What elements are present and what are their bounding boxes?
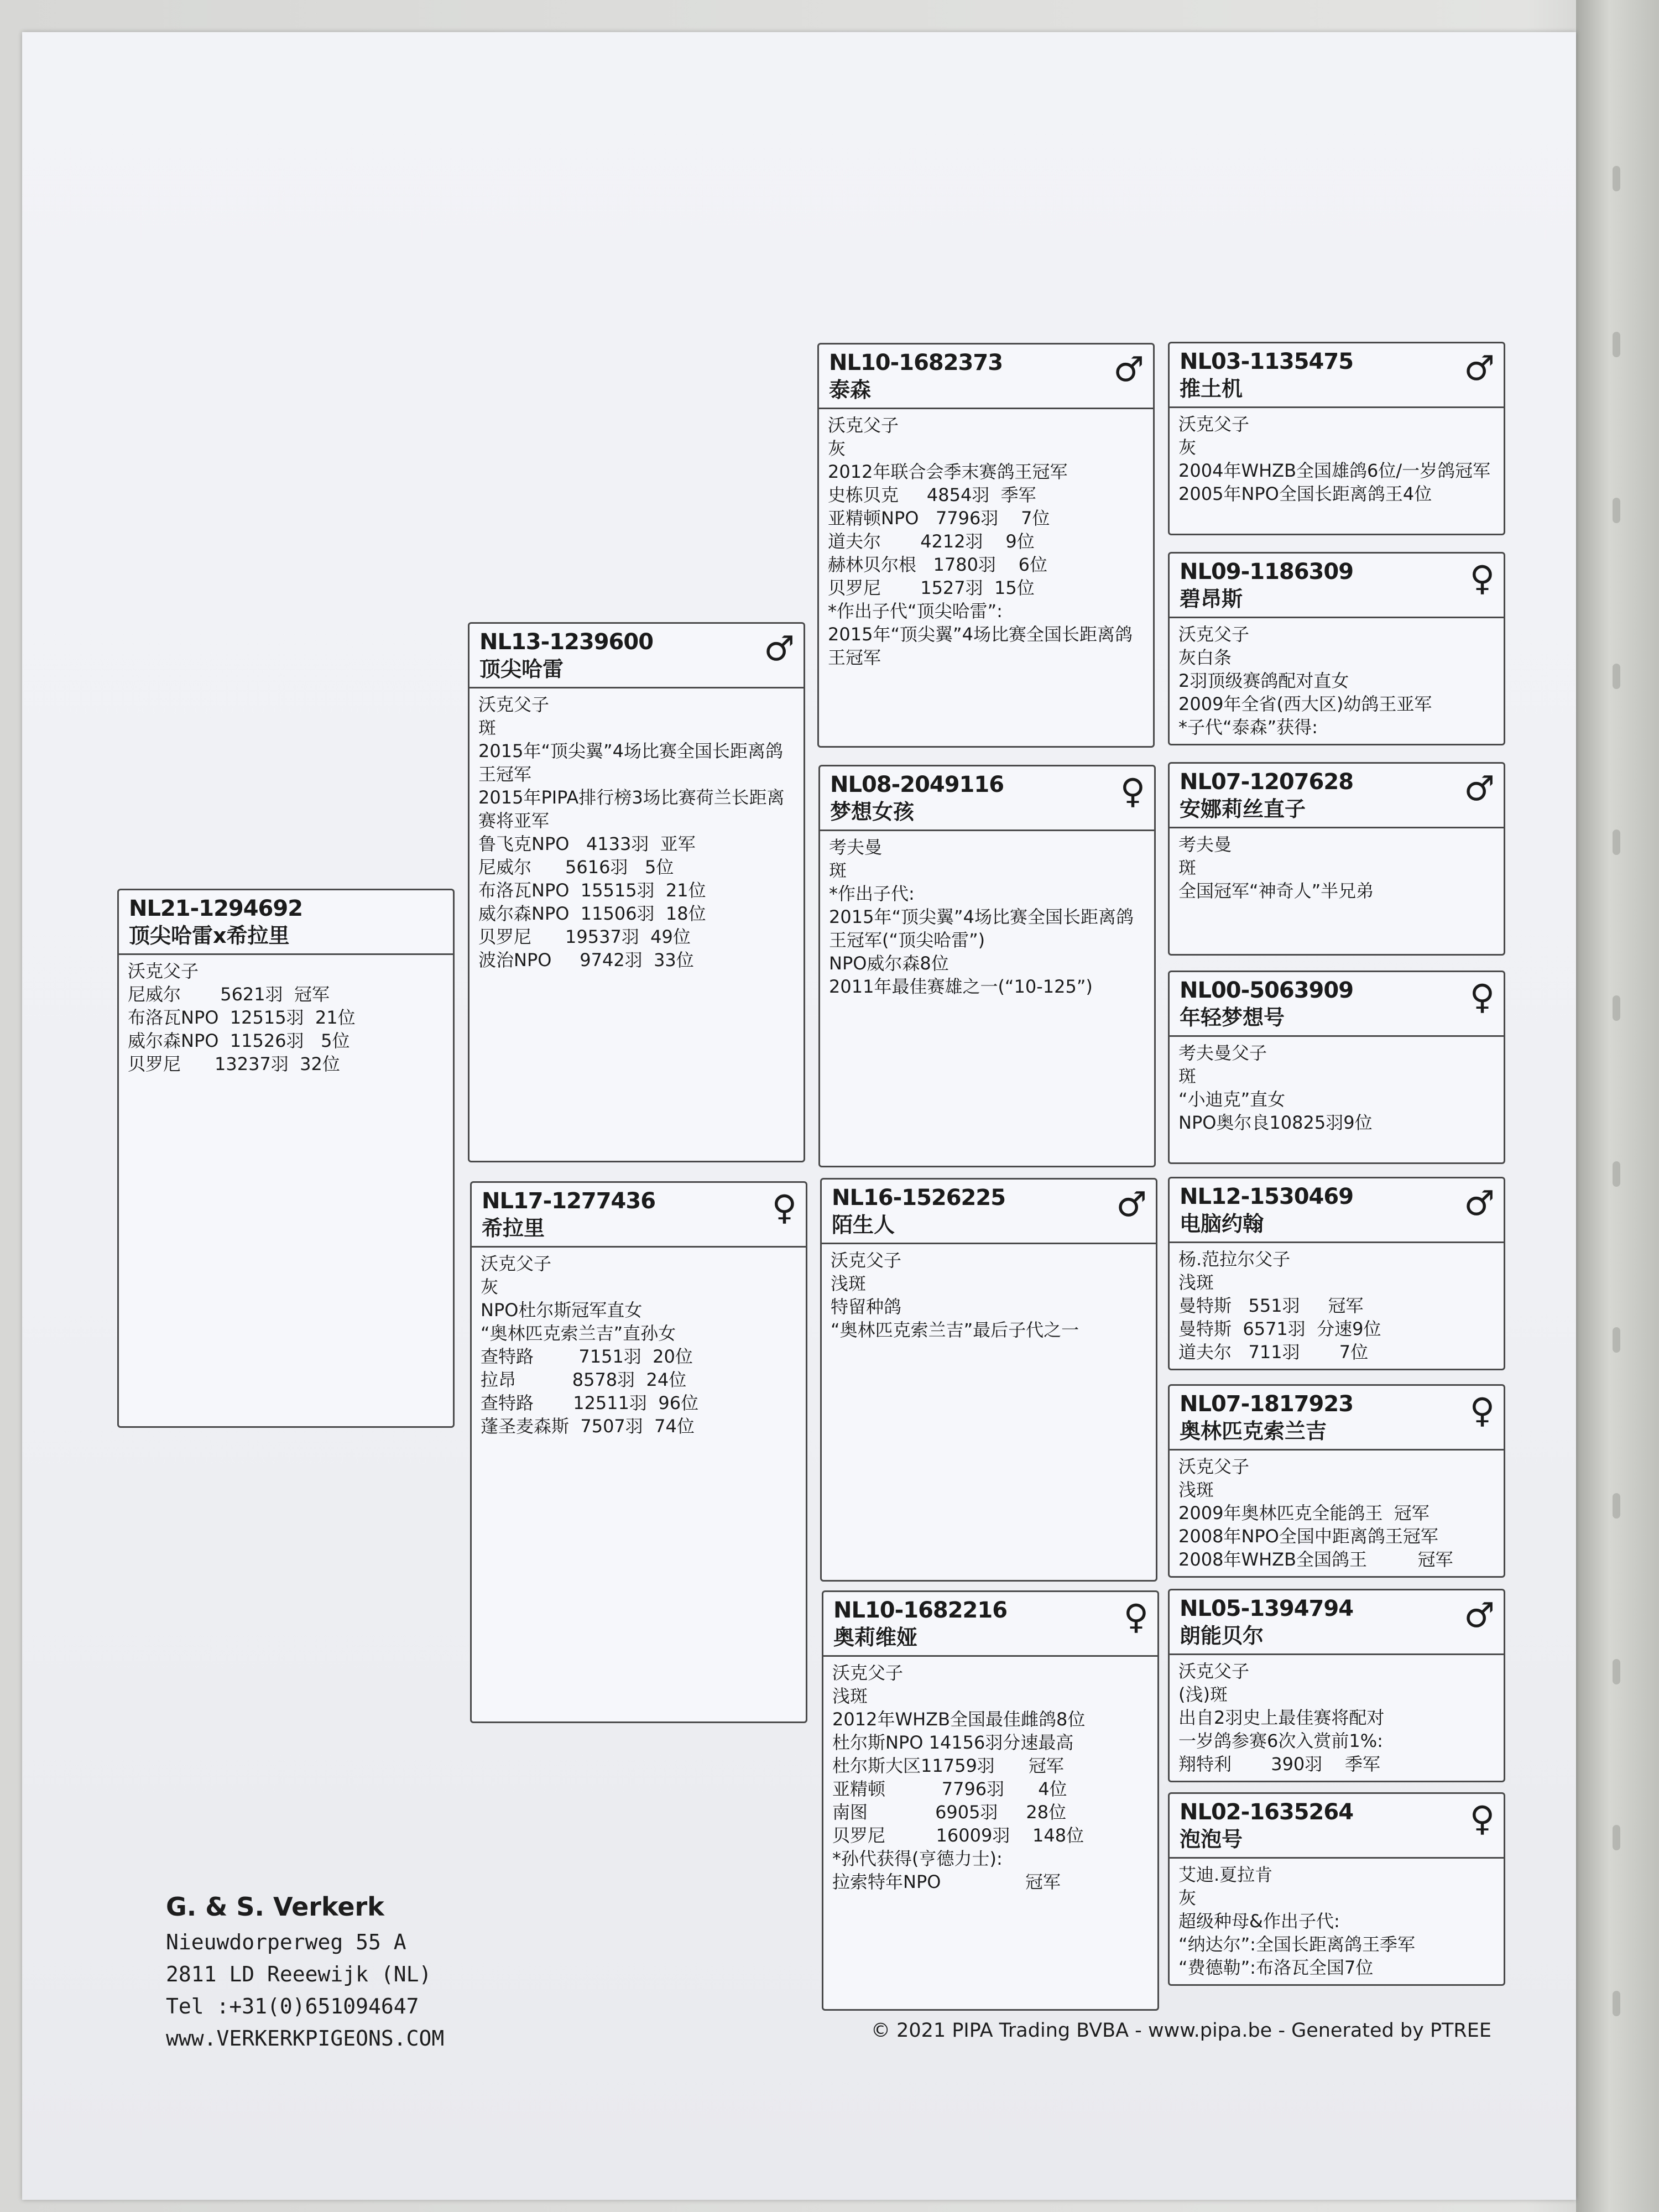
punch-hole — [1613, 1659, 1620, 1684]
pigeon-name: 奥莉维娅 — [833, 1625, 918, 1650]
female-icon: ♀ — [1120, 771, 1145, 811]
ring-number: NL05-1394794 — [1180, 1596, 1354, 1621]
card-line: 道夫尔 4212羽 9位 — [828, 531, 1035, 552]
ring-number: NL02-1635264 — [1180, 1799, 1354, 1825]
pigeon-card-dam — [470, 1181, 807, 1723]
card-header — [119, 890, 453, 955]
binder-edge — [1576, 0, 1659, 2212]
ring-number: NL10-1682216 — [833, 1598, 1008, 1623]
punch-hole — [1613, 995, 1620, 1021]
punch-hole — [1613, 166, 1620, 191]
card-body — [823, 1657, 1157, 1898]
card-line: 布洛瓦NPO 12515羽 21位 — [128, 1007, 356, 1028]
pigeon-card-ggd-1 — [1168, 552, 1505, 745]
card-header — [1170, 1386, 1504, 1451]
card-line: 尼威尔 5621羽 冠军 — [128, 984, 330, 1005]
card-header — [1170, 764, 1504, 828]
female-icon: ♀ — [771, 1187, 797, 1228]
card-line: NPO杜尔斯冠军直女 — [481, 1300, 643, 1321]
ring-number: NL07-1817923 — [1180, 1391, 1354, 1417]
male-icon: ♂ — [764, 628, 795, 669]
card-header — [469, 624, 804, 688]
card-line: 道夫尔 711羽 7位 — [1178, 1342, 1369, 1363]
card-line: 2012年联合会季末赛鸽王冠军 — [828, 461, 1068, 482]
card-line: 浅斑 — [1178, 1479, 1214, 1500]
male-icon: ♂ — [1464, 1595, 1495, 1635]
card-line: 沃克父子 — [1178, 414, 1250, 435]
card-body — [1170, 1243, 1504, 1368]
punch-hole — [1613, 1991, 1620, 2016]
card-header — [1170, 1794, 1504, 1859]
male-icon: ♂ — [1113, 349, 1144, 389]
card-line: 曼特斯 551羽 冠军 — [1178, 1295, 1364, 1316]
male-icon: ♂ — [1464, 348, 1495, 388]
ring-number: NL08-2049116 — [830, 772, 1004, 797]
punch-hole — [1613, 1825, 1620, 1850]
card-line: *作出子代: — [829, 883, 915, 904]
card-line: 灰白条 — [1178, 647, 1232, 668]
card-line: 杜尔斯大区11759羽 冠军 — [832, 1755, 1064, 1776]
card-line: 拉昂 8578羽 24位 — [481, 1369, 687, 1390]
card-line: 浅斑 — [832, 1686, 868, 1707]
punch-hole — [1613, 1161, 1620, 1187]
pigeon-name: 希拉里 — [482, 1216, 545, 1240]
pigeon-name: 顶尖哈雷x希拉里 — [129, 924, 290, 948]
card-body — [1170, 1655, 1504, 1780]
card-line: “奥林匹克索兰吉”最后子代之一 — [831, 1319, 1079, 1340]
pigeon-name: 电脑约翰 — [1180, 1212, 1264, 1236]
card-body — [469, 688, 804, 976]
card-line: 曼特斯 6571羽 分速9位 — [1178, 1318, 1381, 1339]
card-body — [1170, 408, 1504, 510]
card-line: 沃克父子 — [128, 961, 199, 982]
pigeon-name: 推土机 — [1180, 377, 1243, 401]
card-line: 沃克父子 — [1178, 1661, 1250, 1682]
card-line: 沃克父子 — [1178, 1456, 1250, 1477]
card-line: 贝罗尼 16009羽 148位 — [832, 1825, 1084, 1846]
card-line: 2005年NPO全国长距离鸽王4位 — [1178, 483, 1432, 504]
card-line: 亚精顿NPO 7796羽 7位 — [828, 508, 1050, 529]
card-body — [1170, 828, 1504, 907]
ring-number: NL16-1526225 — [832, 1185, 1006, 1211]
card-line: (浅)斑 — [1178, 1684, 1228, 1705]
pigeon-card-grandsire-maternal — [820, 1178, 1157, 1582]
card-line: 2羽顶级赛鸽配对直女 — [1178, 670, 1349, 691]
card-line: 贝罗尼 19537羽 49位 — [478, 926, 691, 947]
punch-hole — [1613, 830, 1620, 855]
card-line: 2009年全省(西大区)幼鸽王亚军 — [1178, 693, 1432, 714]
card-line: 灰 — [481, 1276, 499, 1297]
card-line: 超级种母&作出子代: — [1178, 1911, 1340, 1932]
card-line: 2011年最佳赛雄之一(“10-125”) — [829, 976, 1093, 997]
pigeon-name: 陌生人 — [832, 1213, 895, 1237]
card-body — [1170, 1037, 1504, 1139]
ring-number: NL17-1277436 — [482, 1188, 656, 1214]
female-icon: ♀ — [1469, 1390, 1495, 1431]
card-body — [1170, 1859, 1504, 1984]
card-line: 沃克父子 — [831, 1250, 902, 1271]
breeder-city: 2811 LD Reeewijk (NL) — [166, 1962, 432, 1986]
card-line: 2004年WHZB全国雄鸽6位/一岁鸽冠军 — [1178, 460, 1491, 481]
card-line: 杨.范拉尔父子 — [1178, 1249, 1291, 1270]
card-line: “纳达尔”:全国长距离鸽王季军 — [1178, 1934, 1415, 1955]
punch-hole — [1613, 332, 1620, 357]
punch-hole — [1613, 1327, 1620, 1353]
card-line: NPO奥尔良10825羽9位 — [1178, 1112, 1373, 1133]
card-line: 贝罗尼 13237羽 32位 — [128, 1053, 340, 1074]
card-line: 考夫曼父子 — [1178, 1042, 1267, 1063]
card-line: 浅斑 — [831, 1273, 867, 1294]
ring-number: NL03-1135475 — [1180, 349, 1354, 374]
card-line: “费德勒”:布洛瓦全国7位 — [1178, 1957, 1374, 1978]
card-line: 2015年“顶尖翼”4场比赛全国长距离鸽王冠军 — [478, 740, 783, 785]
card-body — [1170, 1451, 1504, 1575]
pedigree-sheet — [22, 32, 1576, 2200]
card-header — [1170, 554, 1504, 618]
ring-number: NL07-1207628 — [1180, 769, 1354, 795]
card-line: 浅斑 — [1178, 1272, 1214, 1293]
ring-number: NL10-1682373 — [829, 350, 1003, 375]
card-header — [1170, 343, 1504, 408]
card-line: 2015年“顶尖翼”4场比赛全国长距离鸽王冠军 — [828, 624, 1133, 668]
card-line: 杜尔斯NPO 14156羽分速最高 — [832, 1732, 1074, 1753]
card-line: 查特路 12511羽 96位 — [481, 1392, 699, 1413]
card-line: 鲁飞克NPO 4133羽 亚军 — [478, 833, 696, 854]
pigeon-card-ggs-2 — [1168, 762, 1505, 956]
card-line: 2008年WHZB全国鸽王 冠军 — [1178, 1549, 1453, 1570]
pigeon-card-ggs-1 — [1168, 342, 1505, 535]
card-line: 斑 — [1178, 1066, 1197, 1087]
female-icon: ♀ — [1469, 977, 1495, 1017]
female-icon: ♀ — [1469, 558, 1495, 598]
card-line: *孙代获得(亨德力士): — [832, 1848, 1003, 1869]
card-line: 一岁鸽参赛6次入赏前1%: — [1178, 1730, 1383, 1751]
female-icon: ♀ — [1469, 1798, 1495, 1839]
card-line: “小迪克”直女 — [1178, 1089, 1286, 1110]
card-body — [472, 1248, 806, 1442]
pigeon-name: 顶尖哈雷 — [479, 657, 564, 681]
card-line: 威尔森NPO 11506羽 18位 — [478, 903, 706, 924]
card-line: 拉索特年NPO 冠军 — [832, 1871, 1061, 1892]
card-line: 沃克父子 — [481, 1253, 552, 1274]
card-line: 灰 — [1178, 437, 1197, 458]
breeder-phone: Tel :+31(0)651094647 — [166, 1994, 419, 2018]
breeder-website: www.VERKERKPIGEONS.COM — [166, 2026, 445, 2051]
pigeon-name: 朗能贝尔 — [1180, 1624, 1264, 1648]
card-line: 灰 — [828, 438, 846, 459]
male-icon: ♂ — [1464, 768, 1495, 808]
card-header — [1170, 1178, 1504, 1243]
pigeon-name: 碧昂斯 — [1180, 587, 1243, 611]
punch-hole — [1613, 1493, 1620, 1519]
female-icon: ♀ — [1123, 1597, 1149, 1637]
card-header — [1170, 1590, 1504, 1655]
card-line: 2009年奥林匹克全能鸽王 冠军 — [1178, 1503, 1430, 1524]
breeder-address: Nieuwdorperweg 55 A — [166, 1930, 406, 1954]
card-line: 布洛瓦NPO 15515羽 21位 — [478, 880, 706, 901]
pigeon-card-ggd-2 — [1168, 971, 1505, 1164]
card-line: 南图 6905羽 28位 — [832, 1802, 1067, 1823]
card-line: 斑 — [1178, 857, 1197, 878]
breeder-info — [166, 1887, 444, 2054]
card-line: 斑 — [478, 717, 497, 738]
card-line: 波治NPO 9742羽 33位 — [478, 950, 694, 971]
card-line: NPO威尔森8位 — [829, 953, 949, 974]
card-header — [819, 345, 1153, 409]
card-line: 查特路 7151羽 20位 — [481, 1346, 693, 1367]
pigeon-card-subject — [117, 889, 455, 1428]
card-line: 沃克父子 — [832, 1662, 904, 1683]
card-line: 史栋贝克 4854羽 季军 — [828, 484, 1036, 505]
card-body — [119, 955, 453, 1080]
card-line: 沃克父子 — [478, 694, 550, 715]
copyright-footer: © 2021 PIPA Trading BVBA - www.pipa.be - Generated by PTREE — [871, 2020, 1491, 2042]
card-body — [819, 409, 1153, 674]
card-line: 考夫曼 — [829, 837, 883, 858]
card-line: 亚精顿 7796羽 4位 — [832, 1778, 1067, 1799]
card-header — [1170, 972, 1504, 1037]
male-icon: ♂ — [1464, 1183, 1495, 1223]
pigeon-name: 泡泡号 — [1180, 1827, 1243, 1851]
card-line: 翔特利 390羽 季军 — [1178, 1754, 1380, 1775]
card-line: *作出子代“顶尖哈雷”: — [828, 601, 1003, 622]
card-line: *子代“泰森”获得: — [1178, 717, 1318, 738]
card-line: 威尔森NPO 11526羽 5位 — [128, 1030, 350, 1051]
card-line: 考夫曼 — [1178, 834, 1232, 855]
card-line: 艾迪.夏拉肯 — [1178, 1864, 1273, 1885]
punch-hole — [1613, 498, 1620, 523]
punch-hole — [1613, 664, 1620, 689]
pigeon-card-granddam-maternal — [822, 1590, 1159, 2011]
breeder-name: G. & S. Verkerk — [166, 1892, 384, 1922]
ring-number: NL09-1186309 — [1180, 559, 1354, 585]
card-line: 蓬圣麦森斯 7507羽 74位 — [481, 1416, 695, 1437]
card-line: 2012年WHZB全国最佳雌鸽8位 — [832, 1709, 1086, 1730]
card-header — [823, 1592, 1157, 1657]
ring-number: NL00-5063909 — [1180, 978, 1354, 1003]
card-line: 特留种鸽 — [831, 1296, 902, 1317]
card-line: 出自2羽史上最佳赛将配对 — [1178, 1707, 1385, 1728]
pigeon-card-ggs-4 — [1168, 1589, 1505, 1782]
ring-number: NL12-1530469 — [1180, 1184, 1354, 1209]
card-body — [820, 831, 1154, 1003]
ring-number: NL21-1294692 — [129, 896, 303, 921]
card-header — [822, 1180, 1156, 1244]
pigeon-name: 奥林匹克索兰吉 — [1180, 1419, 1327, 1443]
pigeon-card-ggd-4 — [1168, 1792, 1505, 1986]
card-line: 2015年PIPA排行榜3场比赛荷兰长距离赛将亚军 — [478, 787, 785, 831]
card-header — [472, 1183, 806, 1248]
card-line: 贝罗尼 1527羽 15位 — [828, 577, 1035, 598]
card-body — [1170, 618, 1504, 743]
card-body — [822, 1244, 1156, 1346]
pigeon-card-ggd-3 — [1168, 1384, 1505, 1578]
pigeon-name: 安娜莉丝直子 — [1180, 797, 1306, 821]
card-line: 赫林贝尔根 1780羽 6位 — [828, 554, 1048, 575]
male-icon: ♂ — [1116, 1184, 1147, 1224]
pigeon-name: 泰森 — [829, 378, 872, 402]
card-line: 沃克父子 — [1178, 624, 1250, 645]
card-line: 尼威尔 5616羽 5位 — [478, 857, 674, 878]
card-line: 沃克父子 — [828, 415, 899, 436]
pigeon-name: 年轻梦想号 — [1180, 1005, 1285, 1030]
pigeon-name: 梦想女孩 — [830, 800, 915, 824]
pigeon-card-granddam-paternal — [818, 765, 1156, 1167]
card-header — [820, 766, 1154, 831]
card-line: 全国冠军“神奇人”半兄弟 — [1178, 880, 1374, 901]
card-line: “奥林匹克索兰吉”直孙女 — [481, 1323, 676, 1344]
card-line: 灰 — [1178, 1887, 1197, 1908]
card-line: 2015年“顶尖翼”4场比赛全国长距离鸽王冠军(“顶尖哈雷”) — [829, 906, 1134, 951]
pigeon-card-ggs-3 — [1168, 1177, 1505, 1370]
card-line: 斑 — [829, 860, 847, 881]
card-line: 2008年NPO全国中距离鸽王冠军 — [1178, 1526, 1438, 1547]
ring-number: NL13-1239600 — [479, 629, 654, 655]
pigeon-card-sire — [468, 622, 805, 1162]
pigeon-card-grandsire-paternal — [817, 343, 1155, 748]
